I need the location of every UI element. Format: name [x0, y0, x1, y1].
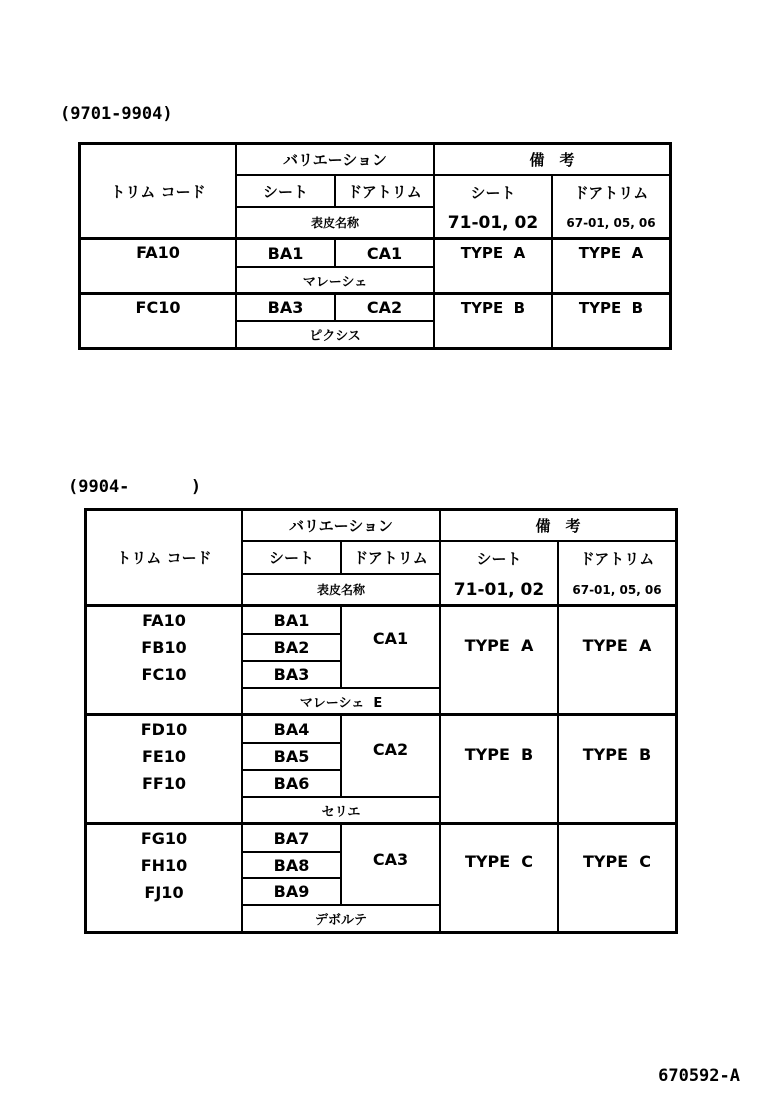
t1-row1-seat: BA1 — [267, 243, 304, 263]
t1-row2-door: CA2 — [366, 298, 403, 317]
t2-g2-door: CA2 — [372, 740, 409, 759]
t2-g1-remark-door: TYPE A — [582, 635, 652, 655]
t2-header-seat: シート — [268, 549, 314, 567]
t1-header-variation: バリエーション — [282, 151, 388, 169]
t2-header-material-name: 表皮名称 — [316, 583, 365, 597]
t2-g1-trim-3: FC10 — [141, 665, 187, 684]
t1-header-door-trim: ドアトリム — [347, 182, 422, 201]
t2-g1-trim-1: FA10 — [142, 611, 186, 630]
t2-g1-trim-codes — [87, 607, 241, 688]
t1-row1-door: CA1 — [366, 243, 403, 263]
t1-row2-remark-door: TYPE B — [578, 299, 644, 317]
t1-header-trim-code: トリム コード — [110, 182, 206, 201]
t2-g2-seat-3: BA6 — [273, 774, 310, 793]
t2-g3-remark-door: TYPE C — [582, 851, 652, 871]
t2-door-ref: 67-01, 05, 06 — [572, 582, 662, 597]
table1-caption: (9701-9904) — [60, 104, 173, 124]
document-id: 670592-A — [658, 1066, 740, 1086]
t2-g2-trim-codes — [87, 716, 241, 797]
t2-g1-seat-3: BA3 — [273, 665, 310, 684]
t1-row1-remark-door: TYPE A — [578, 244, 644, 262]
t2-header-remarks-door: ドアトリム — [579, 550, 655, 568]
t2-header-variation: バリエーション — [288, 517, 394, 535]
t2-seat-ref: 71-01, 02 — [453, 579, 545, 600]
t1-row1-name: マレーシェ — [302, 274, 368, 290]
t2-g2-trim-2: FE10 — [141, 747, 187, 766]
t1-header-material-name: 表皮名称 — [310, 216, 359, 230]
t1-row2-remark-seat: TYPE B — [460, 299, 526, 317]
t2-g1-door: CA1 — [372, 629, 409, 648]
t2-header-remarks-seat: シート — [476, 550, 522, 568]
t2-g2-remark-door: TYPE B — [582, 744, 652, 764]
t2-g3-seat-1: BA7 — [273, 828, 310, 848]
t2-g2-trim-3: FF10 — [141, 774, 187, 793]
t2-g3-trim-codes — [87, 825, 241, 906]
t2-g2-seat-1: BA4 — [273, 719, 310, 739]
t1-door-ref: 67-01, 05, 06 — [566, 215, 656, 230]
t1-header-remarks-door: ドアトリム — [573, 183, 649, 202]
t2-g3-trim-1: FG10 — [140, 829, 188, 848]
t2-g3-seat-3: BA9 — [273, 882, 310, 901]
t2-g2-seat-2: BA5 — [273, 747, 310, 766]
t2-g2-name: セリエ — [321, 804, 361, 820]
t2-g2-trim-1: FD10 — [140, 720, 188, 739]
t1-seat-ref: 71-01, 02 — [447, 212, 539, 233]
t1-header-remarks-seat: シート — [470, 183, 516, 202]
t2-header-door-trim: ドアトリム — [353, 549, 428, 567]
t2-g3-trim-2: FH10 — [140, 856, 188, 875]
t2-g3-seat-2: BA8 — [273, 855, 310, 875]
t2-g3-door: CA3 — [372, 850, 409, 869]
t2-g3-trim-3: FJ10 — [144, 883, 184, 902]
t1-header-remarks: 備 考 — [529, 151, 575, 169]
t2-g2-remark-seat: TYPE B — [464, 744, 534, 764]
t2-g1-seat-2: BA2 — [273, 638, 310, 657]
t1-row1-remark-seat: TYPE A — [460, 244, 526, 262]
t2-header-remarks: 備 考 — [535, 517, 581, 535]
t2-g1-trim-2: FB10 — [141, 638, 187, 657]
t2-g1-seat-1: BA1 — [273, 610, 310, 630]
t2-g1-name: マレーシェ E — [299, 695, 383, 711]
t1-row2-name: ピクシス — [309, 329, 361, 344]
t2-g3-name: デボルテ — [314, 913, 367, 928]
t2-g3-remark-seat: TYPE C — [464, 851, 534, 871]
t1-row2-trim: FC10 — [135, 297, 181, 317]
t2-g1-remark-seat: TYPE A — [464, 635, 534, 655]
t1-row2-seat: BA3 — [267, 298, 304, 317]
table2-caption: (9904- ) — [68, 477, 202, 497]
t2-header-trim-code: トリム コード — [116, 549, 212, 567]
t1-header-seat: シート — [262, 182, 308, 201]
t1-row1-trim: FA10 — [136, 242, 180, 262]
